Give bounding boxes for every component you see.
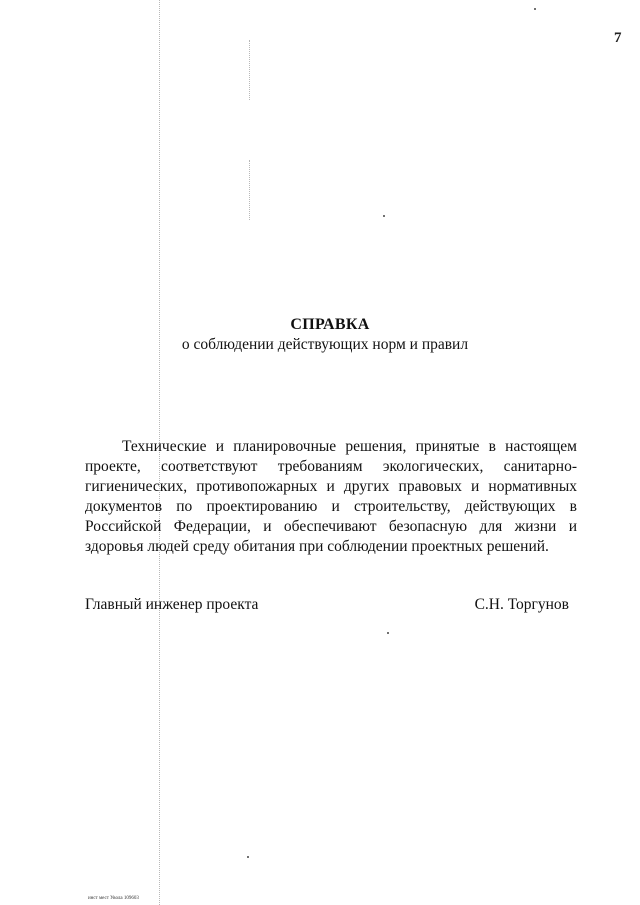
scan-artifact-line — [249, 40, 250, 100]
scan-speck — [247, 856, 249, 858]
footer-note: инст мест Увола 109603 — [88, 896, 139, 901]
signature-line — [85, 596, 569, 614]
signature-name: С.Н. Торгунов — [474, 596, 569, 613]
scan-artifact-line — [249, 160, 250, 220]
scan-speck — [534, 8, 536, 10]
document-body: Технические и планировочные решения, принятые в настоящем проекте, соответствуют требованиям экологических, санитарно-гигиенических, противопожарных и других правовых и нормативных документов по проектированию и строительству, действующих в Российской Федерации, и обеспечивают безопасную для жизни и здоровья людей среду обитания при соблюдении проектных решений. — [85, 438, 577, 555]
page-mark: 7 — [614, 30, 622, 46]
scan-speck — [383, 215, 385, 217]
scan-speck — [387, 632, 389, 634]
document-title: СПРАВКА — [290, 316, 370, 333]
signature-position: Главный инженер проекта — [85, 596, 259, 613]
document-subtitle: о соблюдении действующих норм и правил — [181, 336, 469, 353]
